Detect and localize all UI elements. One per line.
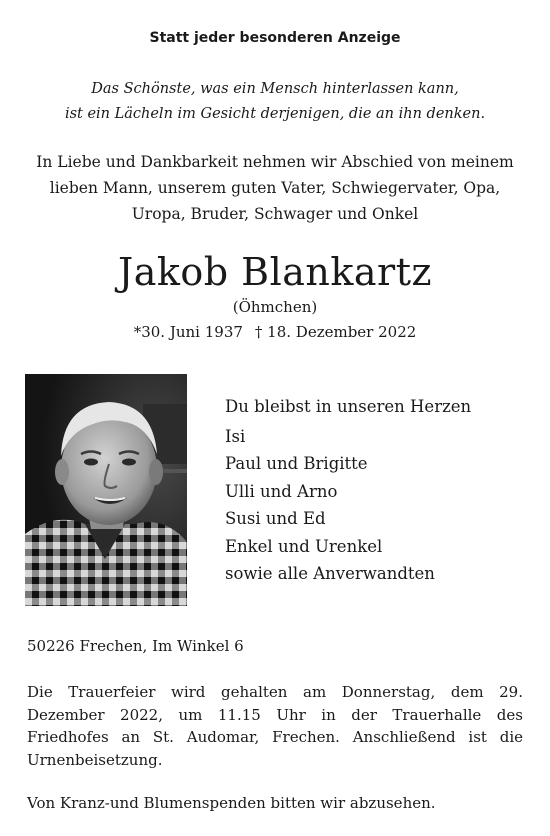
family-address: 50226 Frechen, Im Winkel 6: [27, 637, 244, 655]
portrait-photo: [25, 374, 187, 606]
funeral-details: Die Trauerfeier wird gehalten am Donnerstag, dem 29. Dezember 2022, um 11.15 Uhr in der Trauerhalle des Friedhofes an St. Audomar, Frechen. Anschließend ist die Urnenbeisetzung.: [27, 683, 523, 769]
birth-date: *30. Juni 1937: [133, 323, 243, 341]
farewell-line-1: In Liebe und Dankbarkeit nehmen wir Abschied von meinem: [36, 153, 514, 171]
mourner-name: Enkel und Urenkel: [225, 536, 383, 556]
death-date: † 18. Dezember 2022: [254, 323, 417, 341]
quote-line-1: Das Schönste, was ein Mensch hinterlassen kann,: [91, 81, 459, 97]
headline: Statt jeder besonderen Anzeige: [149, 30, 401, 46]
deceased-name: Jakob Blankartz: [117, 250, 433, 294]
mourner-name: Ulli und Arno: [225, 481, 338, 501]
mourner-name: Paul und Brigitte: [225, 454, 368, 473]
mourner-name: Susi und Ed: [225, 509, 326, 528]
memorial-quote: [0, 77, 550, 127]
mourners-list: [225, 393, 525, 588]
mourners-lead: Du bleibst in unseren Herzen: [225, 397, 472, 416]
life-dates: [0, 322, 550, 342]
flowers-request: Von Kranz-und Blumenspenden bitten wir abzusehen.: [27, 794, 436, 812]
mourner-name: sowie alle Anverwandten: [225, 564, 435, 583]
deceased-nickname: (Öhmchen): [232, 298, 318, 316]
farewell-line-2: lieben Mann, unserem guten Vater, Schwiegervater, Opa,: [49, 179, 501, 197]
farewell-text: [0, 149, 550, 227]
quote-line-2: ist ein Lächeln im Gesicht derjenigen, die an ihn denken.: [64, 106, 486, 122]
farewell-line-3: Uropa, Bruder, Schwager und Onkel: [131, 205, 419, 223]
mourner-name: Isi: [225, 426, 246, 446]
